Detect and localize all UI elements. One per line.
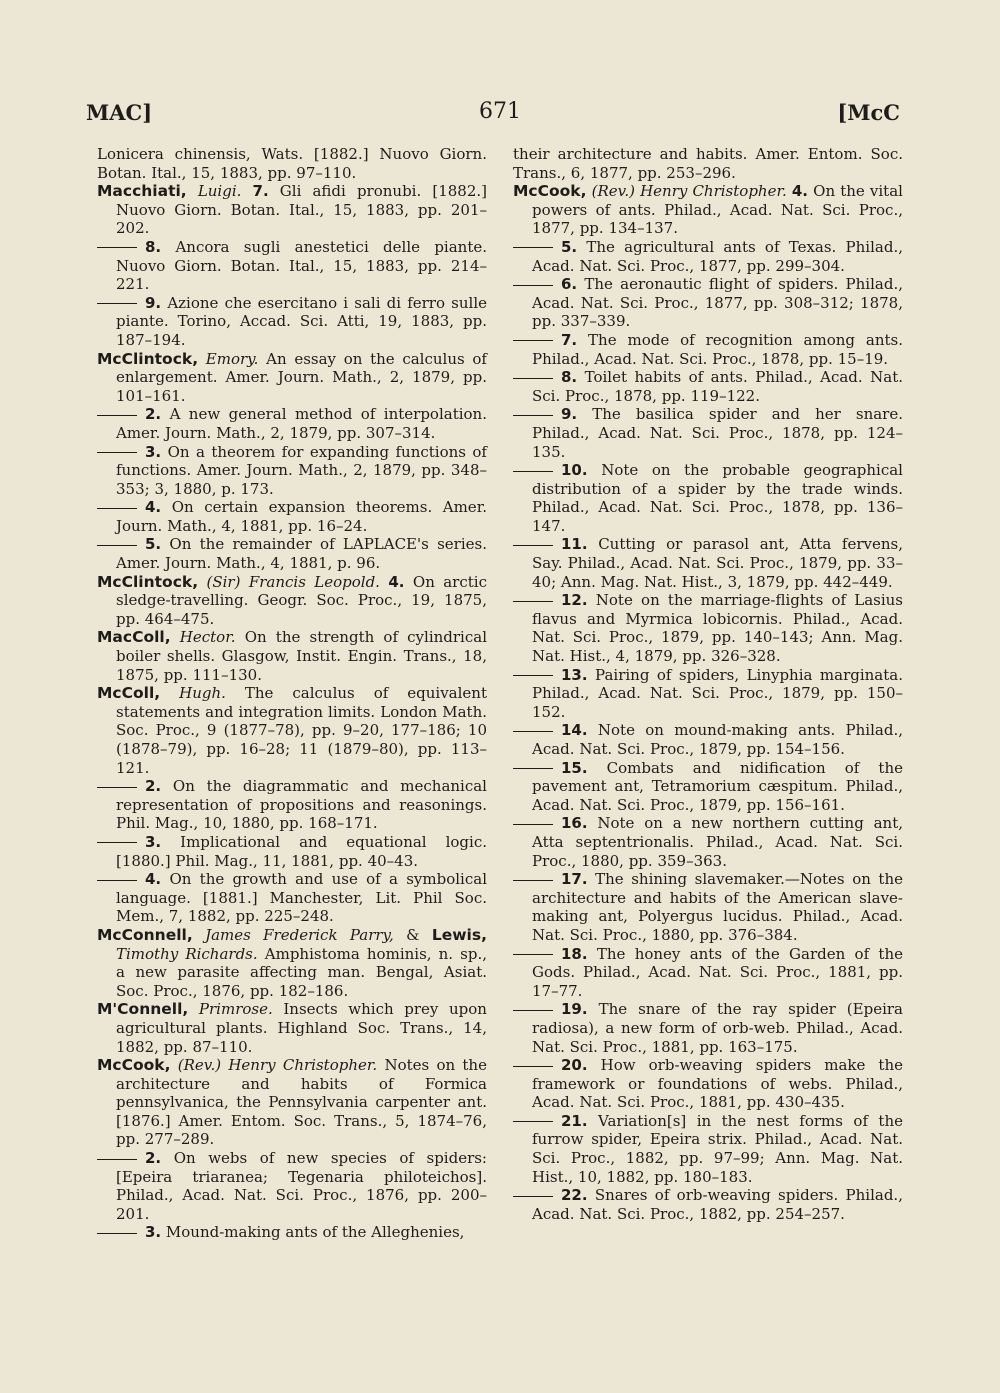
entry-text: The snare of the ray spider (Epeira radiosa), a new form of orb-web. Philad., Acad. Nat. Sci. Proc., 1881, pp. 163–175.: [532, 1000, 903, 1056]
coauthor-surname: Lewis,: [431, 925, 487, 944]
page-number: 671: [479, 99, 521, 124]
entry-text: The basilica spider and her snare. Philad., Acad. Nat. Sci. Proc., 1878, pp. 124–135.: [532, 405, 903, 461]
ditto-rule: [97, 303, 137, 304]
bib-entry: [513, 535, 903, 591]
bib-entry: [513, 368, 903, 405]
entry-text: An essay on the calculus of enlargement. Amer. Journ. Math., 2, 1879, pp. 101–161.: [116, 349, 487, 405]
ditto-rule: [513, 340, 553, 341]
author-surname: McCook,: [513, 182, 587, 201]
author-forename: (Sir) Francis Leopold.: [206, 572, 380, 591]
bib-entry: [97, 182, 487, 238]
entry-number: 2.: [145, 777, 162, 796]
entry-text: On the remainder of LAPLACE's series. Amer. Journ. Math., 4, 1881, p. 96.: [116, 535, 487, 573]
ditto-rule: [513, 880, 553, 881]
bib-entry: [97, 1149, 487, 1223]
author-forename: Emory.: [205, 349, 259, 368]
entry-number: 13.: [561, 665, 588, 684]
entry-number: 17.: [561, 870, 588, 889]
entry-number: 4.: [145, 498, 162, 517]
entry-number: 9.: [561, 405, 578, 424]
entry-text: Variation[s] in the nest forms of the furrow spider, Epeira strix. Philad., Acad. Nat. Sci. Proc., 1882, pp. 97–99; Ann. Mag. Nat. Hist., 10, 1882, pp. 180–183.: [532, 1111, 903, 1186]
bib-entry: [513, 1056, 903, 1112]
bib-entry: [513, 1000, 903, 1056]
bib-entry: [513, 870, 903, 944]
bib-entry: [97, 350, 487, 406]
entry-text: Note on the marriage-flights of Lasius flavus and Myrmica lobicornis. Philad., Acad. Nat. Sci. Proc., 1879, pp. 140–143; Ann. Mag. Nat. Hist., 4, 1879, pp. 326–328.: [532, 591, 903, 666]
entry-number: 8.: [561, 368, 578, 387]
entry-number: 12.: [561, 591, 588, 610]
author-surname: M'Connell,: [97, 1000, 189, 1019]
entry-number: 16.: [561, 814, 588, 833]
bib-entry: [97, 1056, 487, 1149]
ditto-rule: [513, 1010, 553, 1011]
entry-text: Snares of orb-weaving spiders. Philad., Acad. Nat. Sci. Proc., 1882, pp. 254–257.: [532, 1186, 903, 1223]
bib-entry: [513, 721, 903, 758]
entry-text: On arctic sledge-travelling. Geogr. Soc. Proc., 19, 1875, pp. 464–475.: [116, 572, 487, 628]
bib-entry: [513, 759, 903, 815]
author-conjunction: &: [406, 925, 420, 944]
author-forename: Hugh.: [179, 684, 226, 703]
entry-text: Ancora sugli anestetici delle piante. Nuovo Giorn. Botan. Ital., 15, 1883, pp. 214–221.: [116, 237, 487, 294]
entry-number: 4.: [145, 870, 162, 889]
author-forename: Luigi.: [197, 182, 242, 201]
running-head-left: MAC]: [86, 100, 153, 125]
entry-text: On the growth and use of a symbolical language. [1881.] Manchester, Lit. Phil Soc. Mem., 7, 1882, pp. 225–248.: [116, 870, 487, 926]
entry-text: Azione che esercitano i sali di ferro sulle piante. Torino, Accad. Sci. Atti, 19, 1883, pp. 187–194.: [116, 293, 487, 349]
entry-text: Note on a new northern cutting ant, Atta septentrionalis. Philad., Acad. Nat. Sci. Proc., 1880, pp. 359–363.: [532, 814, 903, 870]
author-surname: McCook,: [97, 1056, 171, 1075]
bib-entry: [97, 1223, 487, 1242]
entry-text: The calculus of equivalent statements and integration limits. London Math. Soc. Proc., 9 (1877–78), pp. 9–20, 177–186; 10 (1878–79), pp. 16–28; 11 (1879–80), pp. 113–121.: [116, 684, 487, 777]
entry-number: 3.: [145, 832, 162, 851]
ditto-rule: [513, 247, 553, 248]
author-surname: McClintock,: [97, 572, 199, 591]
entry-number: 11.: [561, 535, 588, 554]
entry-number: 2.: [145, 405, 162, 424]
bib-entry: [97, 926, 487, 1000]
entry-text: On a theorem for expanding functions of functions. Amer. Journ. Math., 2, 1879, pp. 348–353; 3, 1880, p. 173.: [116, 442, 487, 498]
author-forename: (Rev.) Henry Christopher.: [591, 182, 787, 201]
ditto-rule: [97, 1233, 137, 1234]
entry-number: 10.: [561, 461, 588, 480]
bib-entry: [97, 498, 487, 535]
entry-number: 7.: [561, 330, 578, 349]
bib-entry: [513, 1186, 903, 1223]
author-surname: McColl,: [97, 684, 161, 703]
bib-entry: [97, 573, 487, 629]
author-forename: (Rev.) Henry Christopher.: [177, 1056, 378, 1075]
author-forename: Primrose.: [198, 1000, 273, 1019]
ditto-rule: [97, 508, 137, 509]
entry-number: 5.: [561, 237, 578, 256]
entry-number: 7.: [252, 182, 269, 201]
entry-text: On the diagrammatic and mechanical representation of propositions and reasonings. Phil. Mag., 10, 1880, pp. 168–171.: [116, 777, 487, 833]
ditto-rule: [97, 415, 137, 416]
bib-entry: [97, 238, 487, 294]
entry-text: Insects which prey upon agricultural plants. Highland Soc. Trans., 14, 1882, pp. 87–110.: [116, 1000, 487, 1056]
entry-text: The honey ants of the Garden of the Gods. Philad., Acad. Nat. Sci. Proc., 1881, pp. 17–77.: [532, 944, 903, 1000]
entry-text: A new general method of interpolation. Amer. Journ. Math., 2, 1879, pp. 307–314.: [116, 405, 487, 442]
entry-number: 8.: [145, 237, 162, 256]
entry-number: 3.: [145, 1223, 162, 1242]
entry-number: 9.: [145, 293, 162, 312]
entry-number: 2.: [145, 1149, 162, 1168]
entry-number: 3.: [145, 442, 162, 461]
ditto-rule: [97, 452, 137, 453]
entry-text: The shining slavemaker.—Notes on the architecture and habits of the American slave-making ant, Polyergus lucidus. Philad., Acad. Nat. Sci. Proc., 1880, pp. 376–384.: [532, 870, 903, 944]
left-column: [97, 145, 487, 1242]
entry-number: 19.: [561, 1000, 588, 1019]
bib-entry: [97, 405, 487, 442]
author-surname: Macchiati,: [97, 182, 187, 201]
entry-text: Cutting or parasol ant, Atta fervens, Say. Philad., Acad. Nat. Sci. Proc., 1879, pp. 33–40; Ann. Mag. Nat. Hist., 3, 1879, pp. 442–449.: [532, 535, 903, 591]
entry-text: The mode of recognition among ants. Philad., Acad. Nat. Sci. Proc., 1878, pp. 15–19.: [532, 330, 903, 368]
ditto-rule: [97, 880, 137, 881]
ditto-rule: [513, 415, 553, 416]
entry-number: 14.: [561, 721, 588, 740]
ditto-rule: [513, 545, 553, 546]
entry-text: Note on mound-making ants. Philad., Acad. Nat. Sci. Proc., 1879, pp. 154–156.: [532, 721, 903, 758]
ditto-rule: [97, 787, 137, 788]
bib-entry: [513, 145, 903, 182]
ditto-rule: [513, 601, 553, 602]
ditto-rule: [513, 824, 553, 825]
ditto-rule: [513, 768, 553, 769]
entry-text: Toilet habits of ants. Philad., Acad. Nat. Sci. Proc., 1878, pp. 119–122.: [532, 368, 903, 405]
ditto-rule: [97, 247, 137, 248]
bib-entry: [97, 777, 487, 833]
bib-entry: [97, 535, 487, 572]
ditto-rule: [513, 731, 553, 732]
entry-number: 21.: [561, 1111, 588, 1130]
bib-entry: [513, 461, 903, 535]
bib-entry: [97, 294, 487, 350]
bib-entry: [97, 684, 487, 777]
author-forename: Hector.: [179, 628, 236, 647]
ditto-rule: [97, 545, 137, 546]
ditto-rule: [513, 471, 553, 472]
entry-text: Pairing of spiders, Linyphia marginata. Philad., Acad. Nat. Sci. Proc., 1879, pp. 150–152.: [532, 665, 903, 721]
bib-entry: [513, 275, 903, 331]
entry-text: The aeronautic flight of spiders. Philad., Acad. Nat. Sci. Proc., 1877, pp. 308–312; 1878, pp. 337–339.: [532, 275, 903, 331]
entry-text: Amphistoma hominis, n. sp., a new parasite affecting man. Bengal, Asiat. Soc. Proc., 1876, pp. 182–186.: [116, 944, 487, 1000]
running-head-right: [McC: [837, 100, 900, 125]
bib-entry: [513, 182, 903, 238]
entry-number: 5.: [145, 535, 162, 554]
bib-entry: [97, 443, 487, 499]
entry-text: How orb-weaving spiders make the framework or foundations of webs. Philad., Acad. Nat. Sci. Proc., 1881, pp. 430–435.: [532, 1056, 903, 1112]
entry-text: On the strength of cylindrical boiler shells. Glasgow, Instit. Engin. Trans., 18, 1875, pp. 111–130.: [116, 628, 487, 684]
bib-entry: [513, 666, 903, 722]
coauthor-forename: Timothy Richards.: [116, 944, 258, 963]
bib-entry: [513, 1112, 903, 1186]
ditto-rule: [513, 675, 553, 676]
entry-text: Notes on the architecture and habits of Formica pennsylvanica, the Pennsylvania carpenter ant. [1876.] Amer. Entom. Soc. Trans., 5, 1874–76, pp. 277–289.: [116, 1056, 487, 1149]
author-surname: McClintock,: [97, 349, 199, 368]
bib-entry: [97, 833, 487, 870]
entry-text: The agricultural ants of Texas. Philad., Acad. Nat. Sci. Proc., 1877, pp. 299–304.: [532, 237, 903, 275]
bib-entry: [97, 145, 487, 182]
entry-text: Implicational and equational logic. [1880.] Phil. Mag., 11, 1881, pp. 40–43.: [116, 832, 487, 870]
ditto-rule: [97, 842, 137, 843]
entry-number: 6.: [561, 275, 578, 294]
ditto-rule: [513, 954, 553, 955]
entry-text: Gli afidi pronubi. [1882.] Nuovo Giorn. Botan. Ital., 15, 1883, pp. 201–202.: [116, 182, 487, 238]
entry-text: Note on the probable geographical distribution of a spider by the trade winds. Philad., Acad. Nat. Sci. Proc., 1878, pp. 136–147.: [532, 461, 903, 535]
right-column: [513, 145, 903, 1223]
ditto-rule: [513, 1196, 553, 1197]
bib-entry: [97, 1000, 487, 1056]
entry-number: 15.: [561, 758, 588, 777]
author-forename: James Frederick Parry,: [205, 925, 394, 944]
bib-entry: [97, 870, 487, 926]
entry-text: Mound-making ants of the Alleghenies,: [165, 1223, 465, 1242]
ditto-rule: [513, 285, 553, 286]
bib-entry: [513, 238, 903, 275]
ditto-rule: [513, 1066, 553, 1067]
entry-text: On webs of new species of spiders: [Epeira triaranea; Tegenaria philoteichos]. Philad., Acad. Nat. Sci. Proc., 1876, pp. 200–201.: [116, 1149, 487, 1223]
entry-number: 18.: [561, 944, 588, 963]
bib-entry: [513, 591, 903, 665]
ditto-rule: [97, 1159, 137, 1160]
entry-number: 4.: [388, 572, 405, 591]
author-surname: McConnell,: [97, 925, 193, 944]
ditto-rule: [513, 1121, 553, 1122]
entry-number: 20.: [561, 1056, 588, 1075]
ditto-rule: [513, 378, 553, 379]
entry-number: 4.: [791, 182, 809, 201]
entry-text: On the vital powers of ants. Philad., Acad. Nat. Sci. Proc., 1877, pp. 134–137.: [532, 182, 903, 238]
bib-entry: [513, 405, 903, 461]
bib-entry: [97, 628, 487, 684]
bib-entry: [513, 945, 903, 1001]
entry-number: 22.: [561, 1186, 588, 1205]
author-surname: MacColl,: [97, 628, 171, 647]
bib-entry: [513, 814, 903, 870]
entry-text: Lonicera chinensis, Wats. [1882.] Nuovo Giorn. Botan. Ital., 15, 1883, pp. 97–110.: [97, 145, 487, 182]
entry-text: their architecture and habits. Amer. Entom. Soc. Trans., 6, 1877, pp. 253–296.: [513, 145, 903, 182]
entry-text: Combats and nidification of the pavement ant, Tetramorium cæspitum. Philad., Acad. Nat. Sci. Proc., 1879, pp. 156–161.: [532, 758, 903, 814]
entry-text: On certain expansion theorems. Amer. Journ. Math., 4, 1881, pp. 16–24.: [116, 498, 487, 535]
bib-entry: [513, 331, 903, 368]
